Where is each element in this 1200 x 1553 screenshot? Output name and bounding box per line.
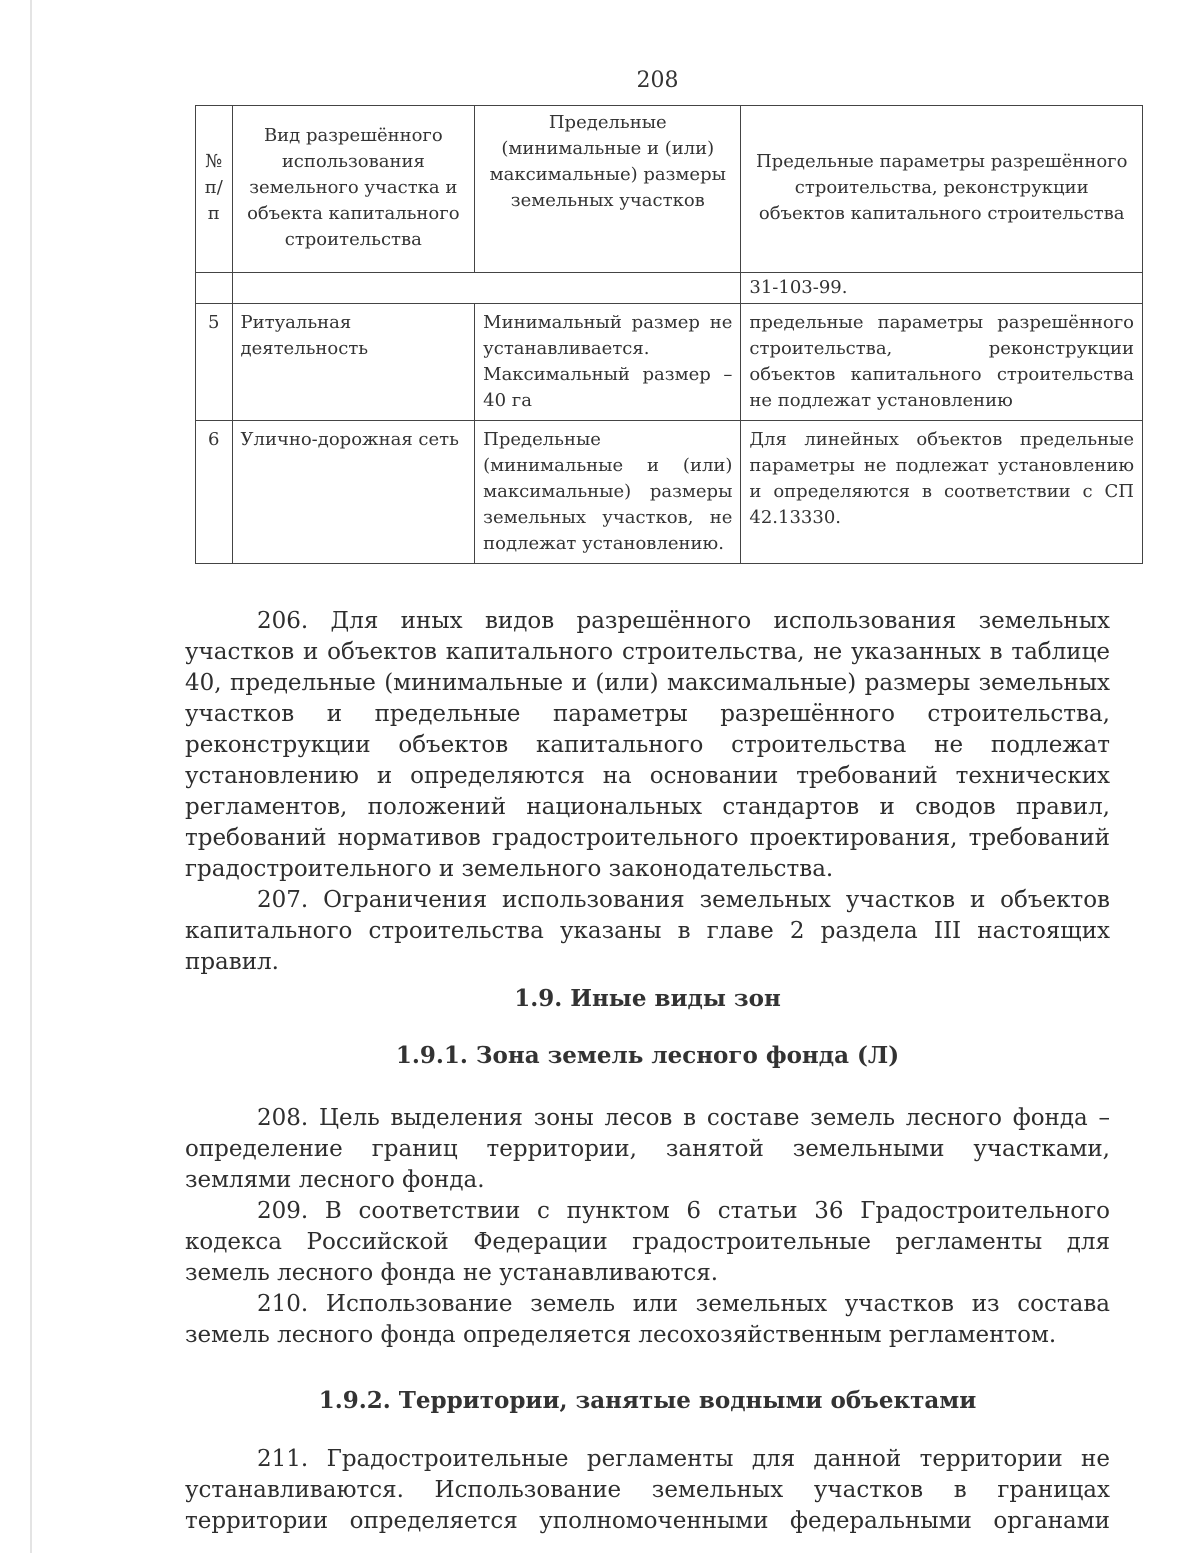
paragraph-206: 206. Для иных видов разрешённого использования земельных участков и объектов капитального строительства, не указанных в таблице 40, предельные (минимальные и (или) максимальные) размеры земельных участков и предельные параметры разрешённого строительства, реконструкции объектов капитального строительства не подлежат установлению и определяются на основании требований технических регламентов, положений национальных стандартов и сводов правил, требований нормативов градостроительного проектирования, требований градостроительного и земельного законодательства.: [185, 608, 1110, 882]
cell-num: 6: [196, 421, 233, 564]
table-row: [196, 304, 1143, 421]
table-row: [196, 273, 1143, 304]
paragraph-207: 207. Ограничения использования земельных участков и объектов капитального строительства указаны в главе 2 раздела III настоящих правил.: [185, 887, 1110, 975]
section-heading-1-9-2: [185, 1385, 1110, 1416]
cell-params-continuation: 31-103-99.: [741, 273, 1143, 304]
header-size: Предельные (минимальные и (или) максимальные) размеры земельных участков: [475, 106, 741, 273]
cell-size: Минимальный размер не устанавливается. Максимальный размер – 40 га: [475, 304, 741, 421]
table-row: [196, 421, 1143, 564]
section-heading-1-9: [185, 983, 1110, 1014]
cell-params: предельные параметры разрешённого строительства, реконструкции объектов капитального строительства не подлежат установлению: [741, 304, 1143, 421]
section-heading-1-9-1: [185, 1040, 1110, 1071]
header-kind: Вид разрешённого использования земельного участка и объекта капитального строительства: [232, 106, 475, 273]
scan-edge-line: [30, 0, 32, 1553]
table-header-row: [196, 106, 1143, 273]
cell-size: Предельные (минимальные и (или) максимальные) размеры земельных участков, не подлежат установлению.: [475, 421, 741, 564]
paragraph-211: 211. Градостроительные регламенты для данной территории не устанавливаются. Использование земельных участков в границах территории определяется уполномоченными федеральными органами: [185, 1446, 1110, 1534]
paragraphs-206-207: [185, 606, 1110, 978]
header-params: Предельные параметры разрешённого строительства, реконструкции объектов капитального строительства: [741, 106, 1143, 273]
heading-1-9-2: 1.9.2. Территории, занятые водными объектами: [318, 1387, 977, 1414]
zoning-parameters-table: [195, 105, 1143, 564]
heading-1-9-1: 1.9.1. Зона земель лесного фонда (Л): [395, 1042, 900, 1069]
cell-kind: Улично-дорожная сеть: [232, 421, 475, 564]
heading-1-9: 1.9. Иные виды зон: [514, 985, 781, 1012]
paragraph-208: 208. Цель выделения зоны лесов в составе земель лесного фонда – определение границ территории, занятой земельными участками, землями лесного фонда.: [185, 1105, 1110, 1193]
header-num: № п/п: [196, 106, 233, 273]
paragraph-210: 210. Использование земель или земельных участков из состава земель лесного фонда определяется лесохозяйственным регламентом.: [185, 1291, 1110, 1348]
paragraphs-208-210: [185, 1103, 1110, 1351]
paragraph-211-block: [185, 1444, 1110, 1537]
cell-num: [196, 273, 233, 304]
cell-kind: Ритуальная деятельность: [232, 304, 475, 421]
page-number: 208: [636, 68, 679, 93]
cell-params: Для линейных объектов предельные параметры не подлежат установлению и определяются в соответствии с СП 42.13330.: [741, 421, 1143, 564]
cell-num: 5: [196, 304, 233, 421]
paragraph-209: 209. В соответствии с пунктом 6 статьи 36 Градостроительного кодекса Российской Федерации градостроительные регламенты для земель лесного фонда не устанавливаются.: [185, 1198, 1110, 1286]
cell-merged: [232, 273, 741, 304]
